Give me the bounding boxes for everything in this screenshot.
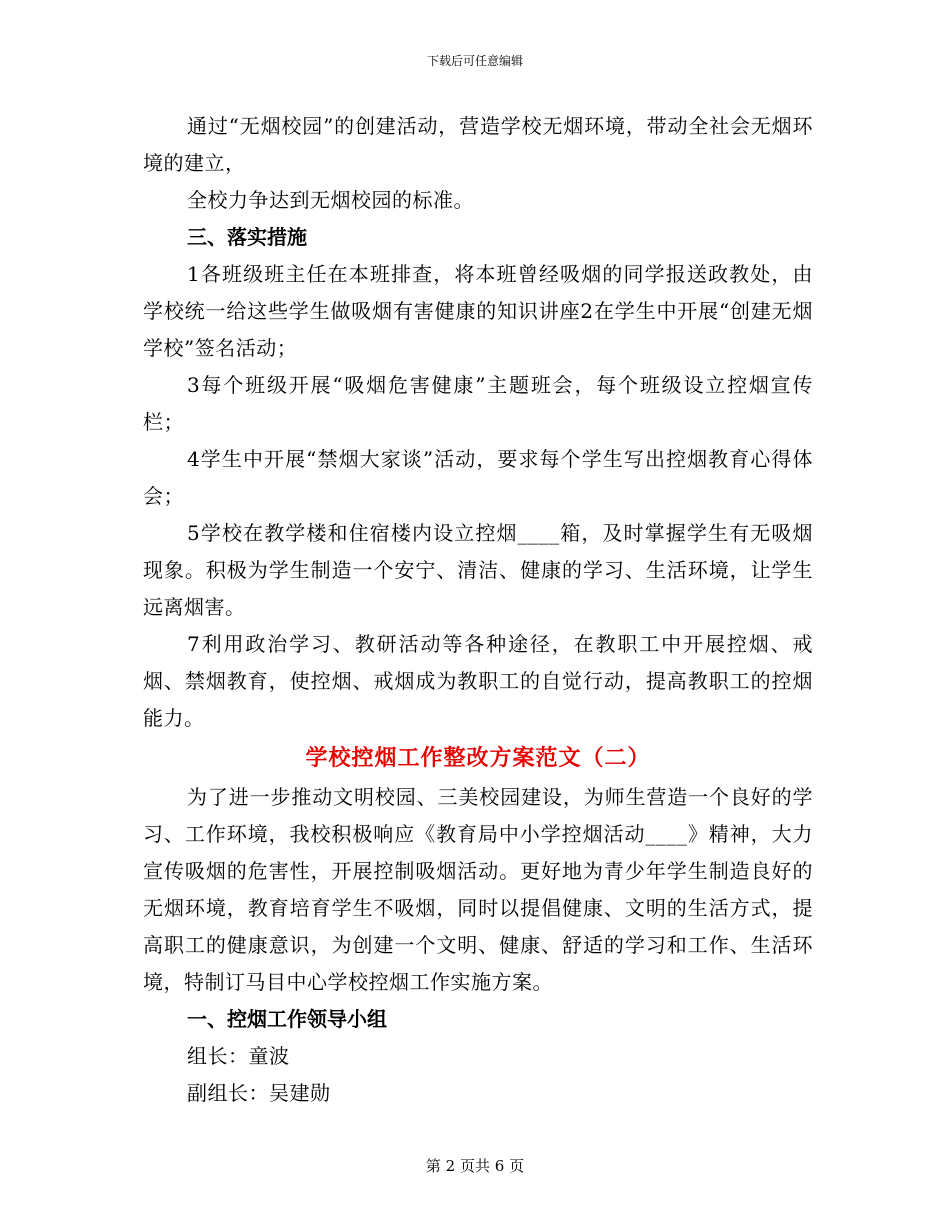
deputy-line: 副组长：吴建勋 bbox=[187, 1081, 331, 1105]
paragraph-goal: 通过“无烟校园”的创建活动，营造学校无烟环境，带动全社会无烟环境的建立， bbox=[143, 114, 813, 175]
header-note: 下载后可任意编辑 bbox=[426, 54, 523, 68]
measure-1: 1各班级班主任在本班排查，将本班曾经吸烟的同学报送政教处，由学校统一给这些学生做吸烟有害健康的知识讲座2在学生中开展“创建无烟学校”签名活动； bbox=[143, 262, 813, 360]
document-body bbox=[143, 108, 813, 1112]
paragraph-intro: 为了进一步推动文明校园、三美校园建设，为师生营造一个良好的学习、工作环境，我校积极响应《教育局中小学控烟活动____》精神，大力宣传吸烟的危害性，开展控制吸烟活动。更好地为青少年学生制造良好的无烟环境，教育培育学生不吸烟，同时以提倡健康、文明的生活方式，提高职工的健康意识，为创建一个文明、健康、舒适的学习和工作、生活环境，特制订马目中心学校控烟工作实施方案。 bbox=[143, 785, 813, 994]
measure-4: 4学生中开展“禁烟大家谈”活动，要求每个学生写出控烟教育心得体会； bbox=[143, 447, 813, 508]
measure-5: 5学校在教学楼和住宿楼内设立控烟____箱，及时掌握学生有无吸烟现象。积极为学生制造一个安宁、清洁、健康的学习、生活环境，让学生远离烟害。 bbox=[143, 521, 813, 619]
page-number: 第 2 页共 6 页 bbox=[425, 1157, 525, 1175]
section-heading-measures: 三、落实措施 bbox=[187, 225, 307, 249]
measure-7: 7利用政治学习、教研活动等各种途径，在教职工中开展控烟、戒烟、禁烟教育，使控烟、戒烟成为教职工的自觉行动，提高教职工的控烟能力。 bbox=[143, 632, 813, 730]
paragraph-standard: 全校力争达到无烟校园的标准。 bbox=[187, 188, 474, 212]
leader-line: 组长：童波 bbox=[187, 1044, 290, 1068]
measure-3: 3每个班级开展“吸烟危害健康”主题班会，每个班级设立控烟宣传栏； bbox=[143, 373, 813, 434]
section-heading-leadership: 一、控烟工作领导小组 bbox=[187, 1007, 387, 1031]
document-title: 学校控烟工作整改方案范文（二） bbox=[305, 746, 651, 771]
